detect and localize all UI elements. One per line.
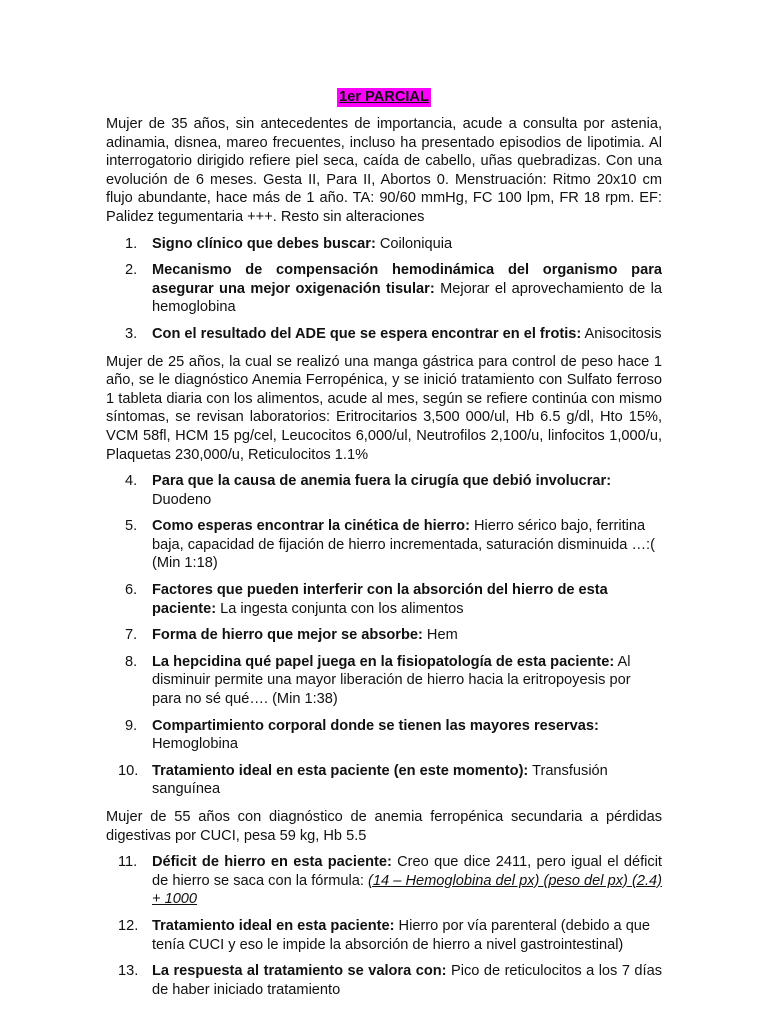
answer-text: Hierro sérico bajo, ferritina baja, capacidad de fijación de hierro incrementada, saturación disminuida …:( (Min 1:18) xyxy=(152,518,655,572)
iron-deficit-formula: (14 – Hemoglobina del px) (peso del px) (2.4) + 1000 xyxy=(152,872,662,908)
question-item xyxy=(106,917,662,954)
question-number: 2. xyxy=(125,262,138,279)
page-title: 1er PARCIAL xyxy=(339,89,429,105)
answer-text: Coiloniquia xyxy=(375,235,453,252)
answer-text: Hemoglobina xyxy=(152,736,238,753)
question-text: Déficit de hierro en esta paciente: xyxy=(152,854,392,871)
answer-text: Pico de reticulocitos a los 7 días de haber iniciado tratamiento xyxy=(152,963,662,998)
question-item xyxy=(106,626,662,645)
question-number: 5. xyxy=(125,518,138,535)
question-item xyxy=(106,717,662,754)
question-text: La hepcidina qué papel juega en la fisiopatología de esta paciente: xyxy=(152,653,615,670)
question-number: 11. xyxy=(118,854,138,871)
answer-text: Anisocitosis xyxy=(581,325,662,342)
answer-text: La ingesta conjunta con los alimentos xyxy=(216,600,464,617)
case-paragraph: Mujer de 25 años, la cual se realizó una manga gástrica para control de peso hace 1 año, se le diagnóstico Anemia Ferropénica, y se inició tratamiento con Sulfato ferroso 1 tableta diaria con los alimentos, acude al mes, según se refiere continúa con mismo síntomas, se revisan laboratorios: Eritrocitarios 3,500 000/ul, Hb 6.5 g/dl, Hto 15%, VCM 58fl, HCM 15 pg/cel, Leucocitos 6,000/ul, Neutrofilos 2,100/u, linfocitos 1,000/u, Plaquetas 230,000/u, Reticulocitos 1.1% xyxy=(106,353,662,463)
question-text: Con el resultado del ADE que se espera encontrar en el frotis: xyxy=(152,325,582,342)
question-text: Forma de hierro que mejor se absorbe: xyxy=(152,627,423,644)
answer-text: Al disminuir permite una mayor liberación de hierro hacia la eritropoyesis por para no sé qué…. (Min 1:38) xyxy=(152,653,631,708)
question-text: Tratamiento ideal en esta paciente: xyxy=(152,917,395,934)
question-text: La respuesta al tratamiento se valora con: xyxy=(152,963,447,980)
answer-text: Creo que dice 2411, pero igual el déficit de hierro se saca con la fórmula: xyxy=(152,854,662,889)
question-item xyxy=(106,235,662,254)
question-item xyxy=(106,962,662,999)
question-number: 13. xyxy=(118,963,139,980)
question-text: Tratamiento ideal en esta paciente (en este momento): xyxy=(152,762,529,779)
question-number: 6. xyxy=(125,582,138,599)
question-text: Mecanismo de compensación hemodinámica del organismo para asegurar una mejor oxigenación tisular: xyxy=(152,262,662,297)
answer-text: Hem xyxy=(422,627,458,644)
question-text: Para que la causa de anemia fuera la cirugía que debió involucrar: xyxy=(152,473,612,490)
question-text: Como esperas encontrar la cinética de hierro: xyxy=(152,518,470,535)
question-item xyxy=(106,517,662,573)
question-number: 9. xyxy=(125,717,138,734)
question-number: 12. xyxy=(118,917,139,934)
question-list xyxy=(106,472,662,799)
question-item xyxy=(106,762,662,799)
answer-text: Hierro por vía parenteral (debido a que tenía CUCI y eso le impide la absorción de hierro a nivel gastrointestinal) xyxy=(152,917,651,953)
question-item xyxy=(106,472,662,509)
question-text: Factores que pueden interferir con la absorción del hierro de esta paciente: xyxy=(152,582,608,617)
question-number: 8. xyxy=(125,653,138,670)
question-item xyxy=(106,325,662,344)
case-paragraph: Mujer de 35 años, sin antecedentes de importancia, acude a consulta por astenia, adinamia, disnea, mareo frecuentes, incluso ha presentado episodios de lipotimia. Al interrogatorio dirigido refiere piel seca, caída de cabello, uñas quebradizas. Con una evolución de 6 meses. Gesta II, Para II, Abortos 0. Menstruación: Ritmo 20x10 cm flujo abundante, hace más de 1 año. TA: 90/60 mmHg, FC 100 lpm, FR 18 rpm. EF: Palidez tegumentaria +++. Resto sin alteraciones xyxy=(106,116,662,225)
question-number: 10. xyxy=(118,762,139,779)
question-item xyxy=(106,261,662,317)
question-number: 3. xyxy=(125,325,138,342)
question-list xyxy=(106,235,662,344)
question-item xyxy=(106,853,662,909)
title-wrap xyxy=(106,88,662,107)
question-text: Compartimiento corporal donde se tienen las mayores reservas: xyxy=(152,717,599,734)
answer-text: Duodeno xyxy=(152,491,212,508)
question-number: 1. xyxy=(125,235,138,252)
question-item xyxy=(106,581,662,618)
case-paragraph: Mujer de 55 años con diagnóstico de anemia ferropénica secundaria a pérdidas digestivas por CUCI, pesa 59 kg, Hb 5.5 xyxy=(106,809,662,844)
answer-text: Transfusión sanguínea xyxy=(152,762,608,798)
answer-text: Mejorar el aprovechamiento de la hemoglobina xyxy=(152,280,662,316)
question-text: Signo clínico que debes buscar: xyxy=(152,235,376,252)
question-number: 4. xyxy=(125,473,138,490)
question-list xyxy=(106,853,662,999)
question-item xyxy=(106,653,662,709)
question-number: 7. xyxy=(125,627,138,644)
